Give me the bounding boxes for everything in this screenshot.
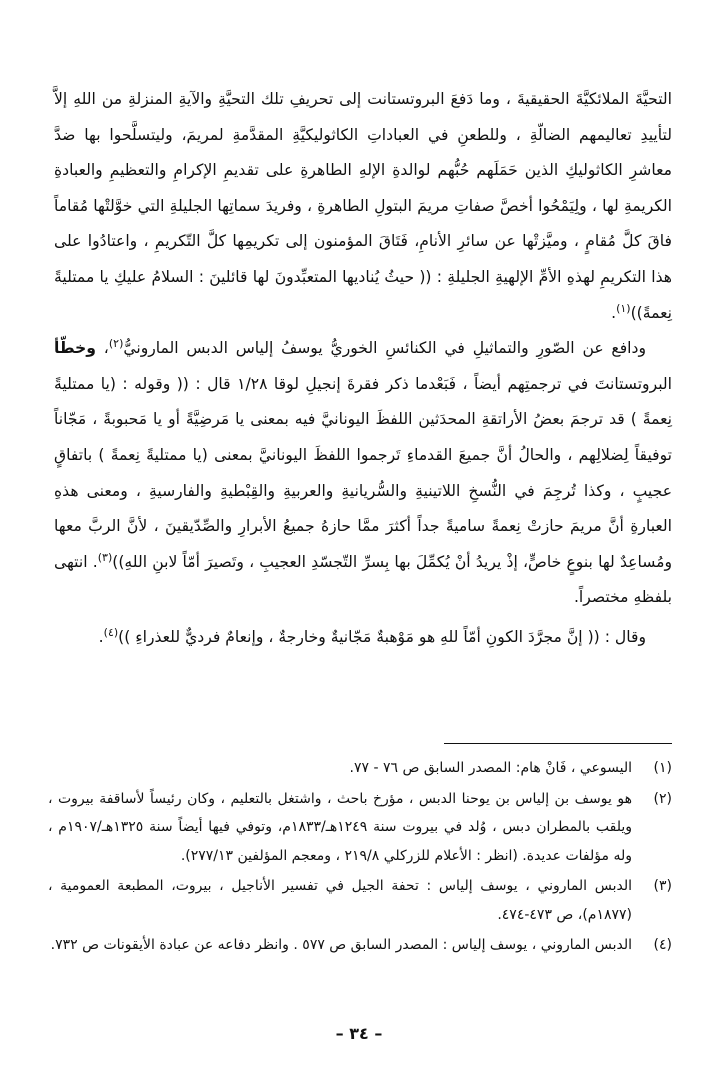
text-line: سائرِ الأنامِ، فَتَاقَ المؤمنون إلى تكريمِها كلَّ التّكريمِ ، واعتادُوا على هذا التكريمِ: [54, 232, 673, 286]
footnotes: [48, 754, 672, 962]
footnote-marker: (٤): [103, 625, 119, 639]
text-line: ١٢٤٩هـ/١٨٣٣م، وتوفي فيها أيضاً سنة ١٣٢٥هـ/١٩٠٧م ، وله مؤلفات عديدة.: [48, 819, 632, 864]
text-line: هو يوسف بن إلياس بن يوحنا الدبس ، مؤرخ باحث ، واشتغل بالتعليم ، وكان: [187, 790, 632, 807]
text-line: الطاهرةِ على تقديمِ الإكرامِ والتعظيمِ والعبادةِ الكريمةِ لها ، ولِيَمْحُوا أخصَّ صفاتِ مريمَ: [54, 161, 672, 215]
footnote-text: [48, 754, 632, 783]
keyword-khattaa: وخطّأ: [54, 339, 96, 358]
text-line: وقال : (( إنَّ مجرَّدَ الكونِ أمّاً للهِ هو مَوْهبةٌ مَجّانيةٌ وخارجةٌ ، وإنعامٌ فرديٌّ: [185, 627, 646, 646]
text-line: عبادة الأيقونات ص ٧٣٢.: [50, 937, 190, 953]
text-line: : (( وقوله : (يا ممتليةً نِعمةً ) قد ترجمَ بعضُ الأراتقةِ المحدَثين اللفظَ اليونانيَّ: [54, 374, 672, 429]
text-line: ومُساعِدٌ لها بنوعٍ خاصٍّ، إذْ يريدُ أنْ يُكمِّلَ بها بِسرِّ التّجسّدِ العجيبِ ، وتَصيرَ أمّاً لابنِ: [152, 552, 672, 571]
text-line: النُّسخِ اللاتينيةِ والسُّريانيةِ والعربيةِ والقِبْطيةِ والفارسيةِ ، ومعنى هذهِ العبارةِ أنَّ مريمَ: [54, 481, 673, 536]
footnote-4: [48, 931, 672, 960]
text-line: الدبس الماروني ، يوسف إلياس : تحفة الجيل في تفسير الأناجيل ، بيروت،: [171, 878, 632, 894]
footnote-text: [48, 931, 632, 960]
paragraph-2: [54, 331, 672, 616]
footnote-number: (٣): [653, 878, 672, 894]
text-line: البتولِ الطاهرةِ ، وفريدَ سماتِها الجليلةِ التي خوَّلتْها مُقاماً فاقَ كلَّ مُقامٍ ، وميَّزتْها عن: [54, 196, 672, 251]
footnote-marker: (٢): [108, 336, 124, 350]
footnote-separator: [444, 743, 672, 744]
footnote-number: (٤): [653, 937, 672, 953]
sentence-end: ،: [103, 339, 109, 358]
text-line: المقدَّمةِ لمريمَ، وليتسلَّحوا بها ضدَّ معاشرِ الكاثوليكِ الذين حَمَلَهم حُبُّهم لوالدةِ الإلهِ: [54, 125, 672, 180]
footnote-text: [48, 785, 632, 871]
text-line: ودافع عن الصّورِ والتماثيلِ في الكنائسِ الخوريُّ يوسفُ إلياس الدبس المارونيُّ: [123, 339, 646, 358]
text-line: اليسوعي ، فَانْ هام: المصدر السابق ص ٧٦ - ٧٧.: [349, 760, 632, 776]
text-line: لهذهِ الأمِّ الإلهيةِ الجليلةِ : (( حيثُ يُناديها المتعبِّدونَ لها قائلينَ : السلامُ عليكِ يا ممتليةً: [54, 267, 596, 286]
text-line: المطبعة العمومية ، (١٨٧٧م)، ص ٤٧٣-٤٧٤.: [48, 878, 632, 923]
sentence-end: .: [98, 627, 104, 646]
text-line: (انظر : الأعلام للزركلي ٢١٩/٨ ، ومعجم المؤلفين ٢٧٧/١٣).: [180, 847, 518, 864]
sentence-end: . انتهى بلفظهِ مختصراً.: [54, 552, 672, 607]
footnote-number: (٢): [653, 790, 672, 807]
text-line: المنزلةِ من اللهِ إلاَّ لتأييدِ تعاليمهم الضالّةِ ، وللطعنِ في العباداتِ الكاثوليكيَّةِ: [54, 90, 672, 144]
text-line: اللهِ)): [112, 552, 148, 571]
text-line: تَرجموا اللفظَ اليونانيَّ بمعنى (يا ممتليةً نِعمةً ) باتفاقٍ عجيبٍ ، وكذا تُرجِمَ في: [54, 445, 672, 500]
paragraph-3: [54, 620, 672, 656]
text-line: البروتستانتَ في ترجمتِهم أيضاً ، فَبَعْدما ذكر فقرةَ إنجيلِ لوقا ١/٢٨ قال: [207, 374, 672, 393]
footnote-marker: (١): [616, 301, 631, 315]
footnote-number: (١): [653, 760, 672, 776]
text-line: فيه بمعنى يا مَرضِيَّةً أو يا مَحبوبةً ، مَجّاناً توفيقاً لِضلالِهم ، والحالُ أنَّ جميعَ القدماءِ: [54, 410, 672, 464]
text-line: رئيساً لأساقفة بيروت ، ويلقب بالمطران دبس ، وُلد في بيروت سنة: [48, 790, 633, 835]
text-line: نِعمةً)): [630, 303, 672, 322]
page-number: – ٣٤ –: [335, 1024, 383, 1043]
paragraph-1: [54, 82, 672, 331]
sentence-end: .: [611, 303, 617, 322]
text-line: للعذراءِ )): [118, 627, 181, 646]
footnote-1: [48, 754, 672, 783]
text-line: التحيَّةَ الملائكيَّةَ الحقيقيةَ ، وما دَفعَ البروتستانت إلى تحريفِ تلك التحيَّةِ والآيةِ: [178, 90, 672, 108]
footnote-marker: (٣): [97, 550, 113, 564]
main-text: [54, 82, 672, 656]
text-line: حازتْ نِعمةً ساميةً جداً أكثرَ ممَّا حازهُ جميعُ الأبرارِ والصِّدّيقينَ ، لأنَّ الربَّ معها: [54, 517, 564, 536]
text-line: الدبس الماروني ، يوسف إلياس : المصدر السابق ص ٥٧٧ . وانظر دفاعه عن: [194, 937, 632, 953]
footnote-text: [48, 872, 632, 929]
footnote-2: [48, 785, 672, 871]
footnote-3: [48, 872, 672, 929]
